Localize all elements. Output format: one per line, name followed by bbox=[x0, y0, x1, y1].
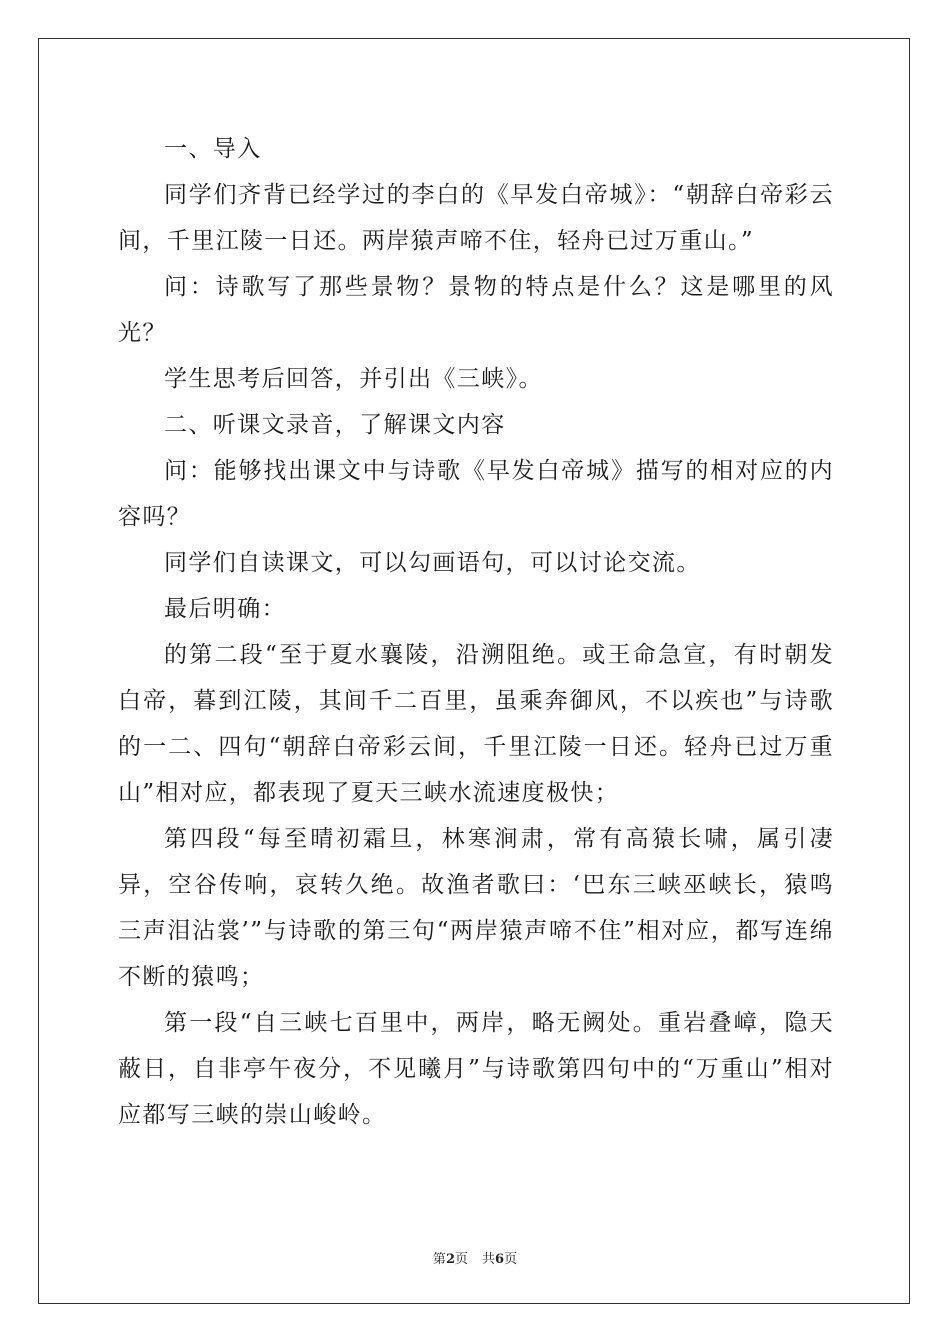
page-footer bbox=[0, 1248, 950, 1267]
total-pages: 6 bbox=[495, 1252, 505, 1267]
paragraph: 同学们齐背已经学过的李白的《早发白帝城》：“朝辞白帝彩云间，千里江陵一日还。两岸猿声啼不住，轻舟已过万重山。” bbox=[118, 182, 834, 254]
paragraph: 同学们自读课文，可以勾画语句，可以讨论交流。 bbox=[164, 550, 701, 576]
page-prefix: 第 bbox=[432, 1252, 446, 1267]
document-body bbox=[118, 126, 834, 1138]
paragraph: 的第二段“至于夏水襄陵，沿溯阻绝。或王命急宣，有时朝发白帝，暮到江陵，其间千二百里，虽乘奔御风，不以疾也”与诗歌的一二、四句“朝辞白帝彩云间，千里江陵一日还。轻舟已过万重山”相对应，都表现了夏天三峡水流速度极快； bbox=[118, 642, 834, 806]
paragraph: 最后明确： bbox=[164, 596, 286, 622]
paragraph: 学生思考后回答，并引出《三峡》。 bbox=[164, 366, 543, 392]
total-prefix: 共 bbox=[482, 1252, 496, 1267]
paragraph: 第四段“每至晴初霜旦，林寒涧肃，常有高猿长啸，属引凄异，空谷传响，哀转久绝。故渔者歌曰：‘巴东三峡巫峡长，猿鸣三声泪沾裳’”与诗歌的第三句“两岸猿声啼不住”相对应，都写连绵不断的猿鸣； bbox=[118, 826, 834, 990]
total-suffix: 页 bbox=[504, 1252, 518, 1267]
page-suffix: 页 bbox=[454, 1252, 468, 1267]
question: 问：能够找出课文中与诗歌《早发白帝城》描写的相对应的内容吗？ bbox=[118, 458, 834, 530]
heading-introduction: 一、导入 bbox=[164, 136, 262, 162]
question: 问：诗歌写了那些景物？景物的特点是什么？这是哪里的风光？ bbox=[118, 274, 834, 346]
paragraph: 第一段“自三峡七百里中，两岸，略无阙处。重岩叠嶂，隐天蔽日，自非亭午夜分，不见曦月”与诗歌第四句中的“万重山”相对应都写三峡的崇山峻岭。 bbox=[118, 1010, 834, 1128]
page-number: 2 bbox=[445, 1252, 455, 1267]
heading-listen-recording: 二、听课文录音，了解课文内容 bbox=[164, 412, 506, 438]
